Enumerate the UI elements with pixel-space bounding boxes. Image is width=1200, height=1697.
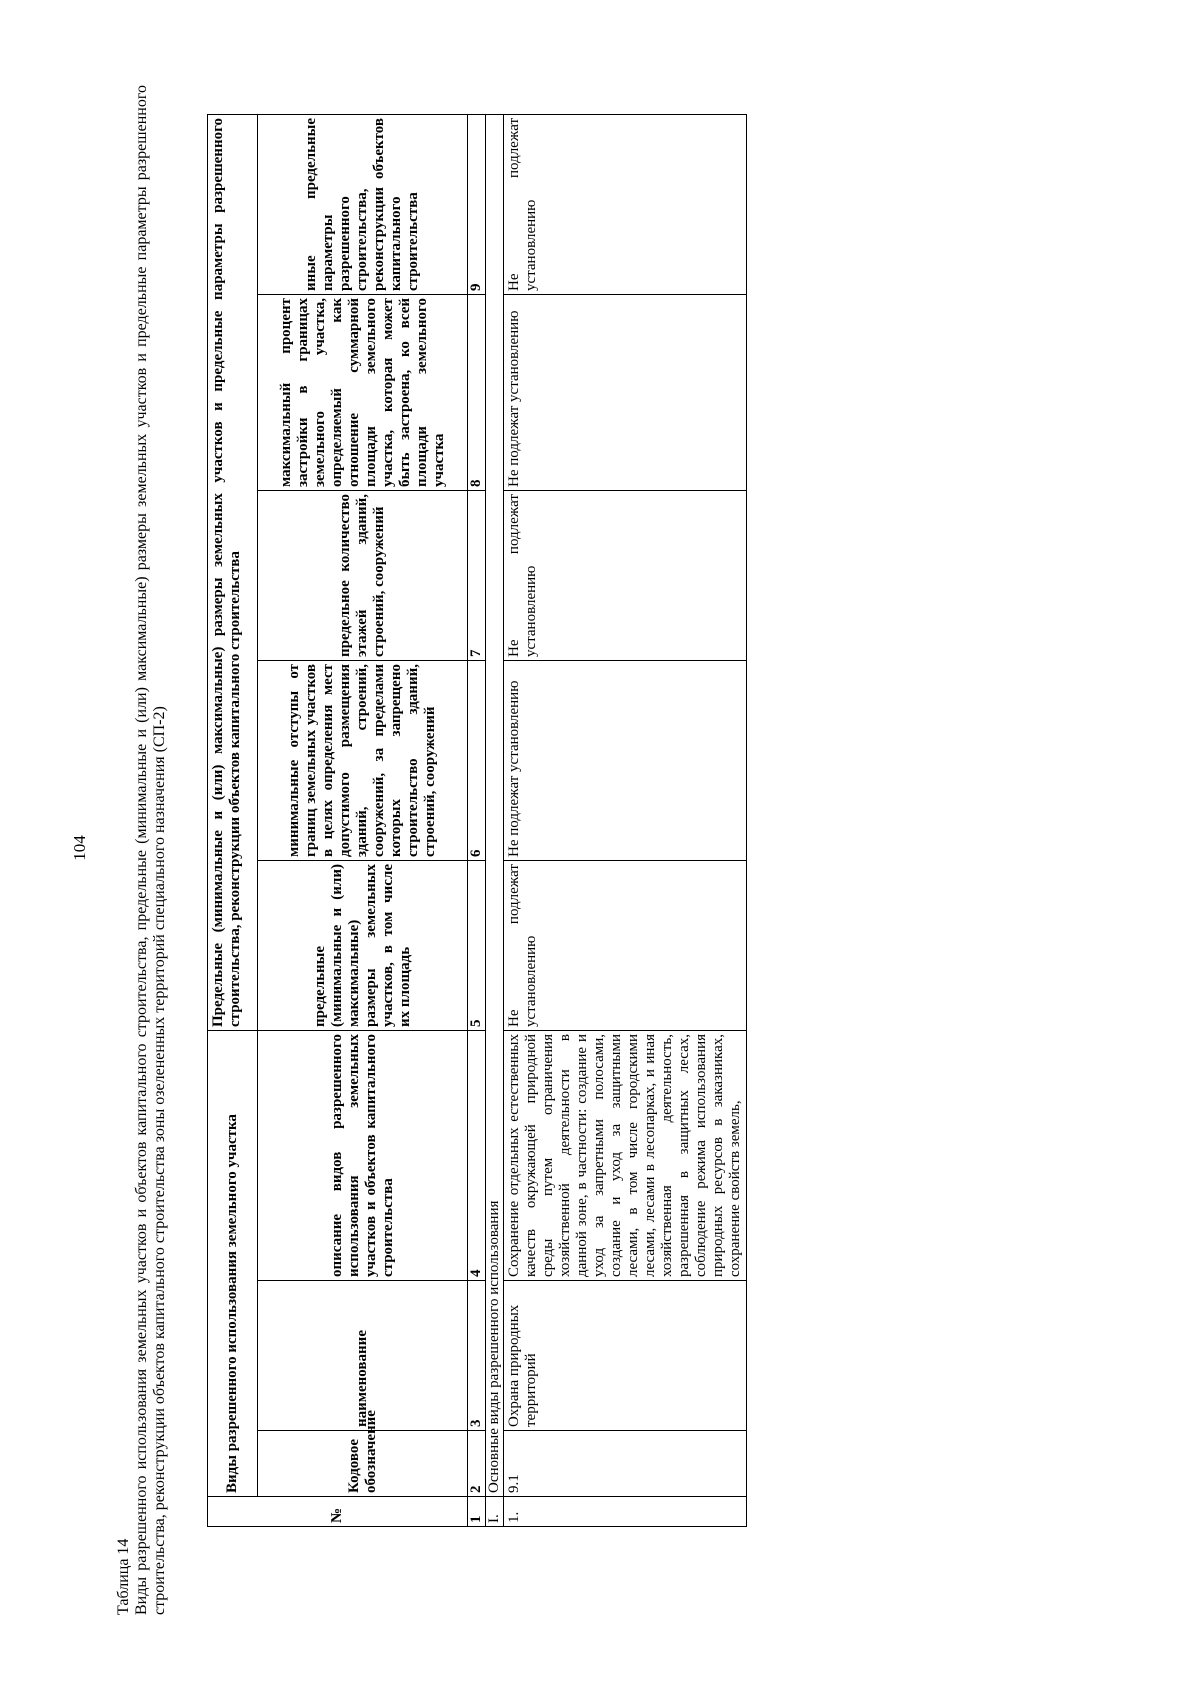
header-code: Кодовое обозначение — [258, 1431, 468, 1497]
column-numbers-row — [468, 114, 486, 1526]
table-description: Виды разрешенного использования земельных участков и объектов капитального строительства, предельные (минимальные и (или) максимальные) размеры земельных участков и предельные параметры разрешенного строительства, реконструкции объектов капитального строительства зоны озелененных территорий специального назначения (СП-2) — [133, 85, 168, 1615]
table-label: Таблица 14 — [115, 1538, 132, 1615]
page-number: 104 — [70, 835, 89, 861]
col-num: 4 — [468, 1031, 486, 1281]
header-p6: минимальные отступы от границ земельных участков в целях определения мест допустимого размещения зданий, строений, сооружений, за пределами которых запрещено строительство зданий, строений, сооружений — [258, 661, 468, 861]
row-no: 1. — [504, 1497, 747, 1527]
col-num: 9 — [468, 114, 486, 294]
header-p5: предельные (минимальные и (или) максимальные) размеры земельных участков, в том числе их площадь — [258, 861, 468, 1031]
header-p9: иные предельные параметры разрешенного строительства, реконструкции объектов капитального строительства — [258, 114, 468, 294]
row-code: 9.1 — [504, 1431, 747, 1497]
row-name: Охрана природных территорий — [504, 1281, 747, 1431]
row-p6: Не подлежат установлению — [504, 661, 747, 861]
table-caption — [115, 85, 169, 1615]
col-num: 3 — [468, 1281, 486, 1431]
header-description: описание видов разрешенного использования земельных участков и объектов капитального строительства — [258, 1031, 468, 1281]
col-num: 7 — [468, 491, 486, 661]
row-p7: Не подлежат установлению — [504, 491, 747, 661]
col-num: 1 — [468, 1497, 486, 1527]
header-p7: предельное количество этажей зданий, строений, сооружений — [258, 491, 468, 661]
header-row-1 — [208, 114, 258, 1526]
zoning-table — [207, 114, 747, 1527]
row-p8: Не подлежат установлению — [504, 295, 747, 491]
row-p5: Не подлежат установлению — [504, 861, 747, 1031]
header-no: № — [208, 1497, 468, 1527]
col-num: 2 — [468, 1431, 486, 1497]
header-name: наименование — [258, 1281, 468, 1431]
header-group-params: Предельные (минимальные и (или) максимальные) размеры земельных участков и предельные параметры разрешенного строительства, реконструкции объектов капитального строительства — [208, 114, 258, 1030]
col-num: 8 — [468, 295, 486, 491]
header-p8: максимальный процент застройки в границах земельного участка, определяемый как отношение суммарной площади земельного участка, которая может быть застроена, ко всей площади земельного участка — [258, 295, 468, 491]
table-row — [504, 114, 747, 1526]
section-row — [486, 114, 504, 1526]
row-description: Сохранение отдельных естественных качеств окружающей природной среды путем ограничения хозяйственной деятельности в данной зоне, в частности: создание и уход за запретными полосами, создание и уход за защитными лесами, в том числе городскими лесами, лесами в лесопарках, и иная хозяйственная деятельность, разрешенная в защитных лесах, соблюдение режима использования природных ресурсов в заказниках, сохранение свойств земель, — [504, 1031, 747, 1281]
section-number: I. — [486, 1497, 504, 1527]
row-p9: Не подлежат установлению — [504, 114, 747, 294]
rotated-page — [115, 85, 1045, 1615]
header-group-types: Виды разрешенного использования земельного участка — [208, 1031, 258, 1497]
header-row-2 — [258, 114, 468, 1526]
col-num: 6 — [468, 661, 486, 861]
col-num: 5 — [468, 861, 486, 1031]
section-title: Основные виды разрешенного использования — [486, 114, 504, 1496]
